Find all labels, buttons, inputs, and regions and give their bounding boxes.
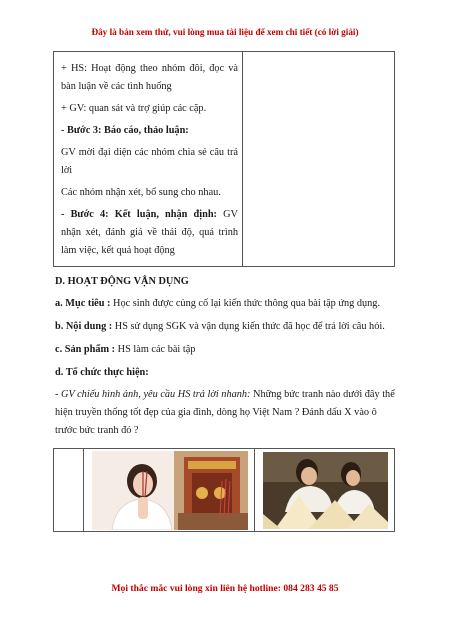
table-line: nhận xét, đánh giá về thái độ, quá trình [61,227,238,238]
table-column-divider [83,449,84,531]
task-instruction: - GV chiếu hình ảnh, yêu cầu HS trả lời nhanh: [55,389,251,400]
table-line: + GV: quan sát và trợ giúp các cặp. [61,103,207,114]
step-4-text: GV [216,209,238,220]
table-line: + HS: Hoạt động theo nhóm đôi, đọc và [61,63,238,74]
woman-praying-incense-photo [92,451,248,530]
product-line [55,343,195,357]
product-text: HS làm các bài tập [115,344,196,355]
preview-notice-header: Đây là bản xem thử, vui lòng mua tài liệu để xem chi tiết (có lời giải) [91,27,359,37]
step-3-heading: - Bước 3: Báo cáo, thảo luận: [61,125,189,136]
section-heading: D. HOẠT ĐỘNG VẬN DỤNG [55,276,189,287]
table-line: lời [61,165,73,176]
activity-table [53,51,395,267]
product-label: c. Sản phẩm : [55,344,116,355]
step-4-line [61,206,238,224]
task-question: Những bức tranh nào dưới đây thể hiện truyền thống tốt đẹp của gia đình, dòng họ Việt Nam ? Đánh dấu X vào ô trước bức tranh đó ? [55,389,395,436]
step-4-heading: - Bước 4: Kết luận, nhận định: [61,209,217,220]
objective-text: Học sinh được củng cố lại kiến thức thông qua bài tập ứng dụng. [110,298,381,309]
content-line [55,320,385,334]
content-label: b. Nội dung : [55,321,113,332]
content-text: HS sử dụng SGK và vận dụng kiến thức đã học để trả lời câu hỏi. [112,321,385,332]
image-choice-table [53,448,395,532]
table-line: làm việc, kết quả hoạt động [61,245,175,256]
table-line: Các nhóm nhận xét, bổ sung cho nhau. [61,187,221,198]
table-column-divider [242,52,243,266]
objective-line [55,297,380,311]
table-line: GV mời đại diện các nhóm chia sẻ câu trả [61,147,238,158]
objective-label: a. Mục tiêu : [55,298,111,309]
task-paragraph [55,386,395,440]
organization-heading: d. Tổ chức thực hiện: [55,367,149,378]
table-line: bàn luận về các tình huống [61,81,172,92]
hotline-footer: Mọi thắc mắc vui lòng xin liên hệ hotline: 084 283 45 85 [111,583,339,594]
family-making-conical-hats-photo [263,452,388,529]
table-column-divider [254,449,255,531]
